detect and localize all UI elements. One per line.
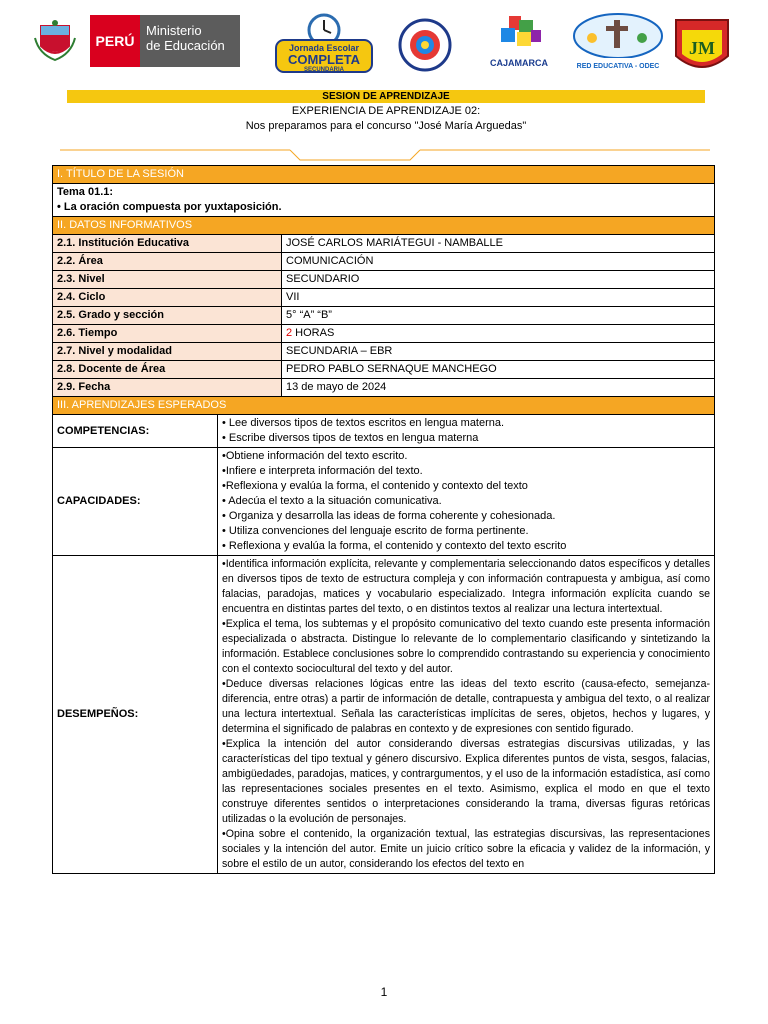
time-number: 2 [286,327,293,339]
competencias-label: COMPETENCIAS: [53,415,218,448]
list-item: •Reflexiona y evalúa la forma, el contenido y contexto del texto [222,480,528,492]
capacidades-list [218,448,715,556]
info-value: COMUNICACIÓN [282,253,715,271]
list-item: • Lee diversos tipos de textos escritos en lengua materna. [222,417,505,429]
header-logos [20,12,740,78]
list-item: •Opina sobre el contenido, la organización textual, las estrategias discursivas, las representaciones sociales y la intención del autor. Emite un juicio crítico sobre la eficacia y validez de la información, y sobre el estilo de un autor, considerando los efectos del texto en [222,828,711,870]
time-unit: HORAS [292,327,335,339]
info-row [53,253,715,271]
jma-school-shield-icon [672,16,732,76]
jec-line-3: SECUNDARIA [303,67,345,73]
info-label: 2.3. Nivel [53,271,282,289]
jec-line-2: COMPLETA [288,52,360,67]
info-value [282,325,715,343]
list-item: • Escribe diversos tipos de textos en lengua materna [222,432,479,444]
info-row [53,325,715,343]
info-row [53,361,715,379]
session-table [52,165,715,874]
desempenos-list [218,556,715,874]
jec-logo [268,12,380,74]
topic-label: Tema 01.1: [57,186,114,198]
list-item: • Organiza y desarrolla las ideas de forma coherente y cohesionada. [222,510,556,522]
ministry-label [140,15,240,67]
list-item: • Utiliza convenciones del lenguaje escrito de forma pertinente. [222,525,529,537]
info-row [53,379,715,397]
section-learning-header: III. APRENDIZAJES ESPERADOS [53,397,715,415]
ministry-line-1: Ministerio [146,23,202,38]
info-label: 2.4. Ciclo [53,289,282,307]
ugel-seal-icon [398,18,452,72]
info-row [53,235,715,253]
cajamarca-label: CAJAMARCA [490,58,548,68]
info-label: 2.6. Tiempo [53,325,282,343]
cajamarca-logo [476,16,562,78]
ministry-line-2: de Educación [146,38,225,53]
info-value: SECUNDARIA – EBR [282,343,715,361]
info-label: 2.9. Fecha [53,379,282,397]
desempenos-row [53,556,715,874]
list-item: •Obtiene información del texto escrito. [222,450,408,462]
section-data-header: II. DATOS INFORMATIVOS [53,217,715,235]
info-value: 13 de mayo de 2024 [282,379,715,397]
info-value: JOSÉ CARLOS MARIÁTEGUI - NAMBALLE [282,235,715,253]
list-item: •Infiere e interpreta información del texto. [222,465,423,477]
info-label: 2.1. Institución Educativa [53,235,282,253]
info-value: VII [282,289,715,307]
capacidades-row [53,448,715,556]
experience-name: Nos preparamos para el concurso "José María Arguedas" [245,120,527,132]
topic-cell [53,184,715,217]
info-value: SECUNDARIO [282,271,715,289]
red-educativa-logo [572,12,664,78]
desempenos-label: DESEMPEÑOS: [53,556,218,874]
peru-shield-icon [20,15,90,67]
topic-value: • La oración compuesta por yuxtaposición. [57,201,282,213]
competencias-row [53,415,715,448]
info-row [53,289,715,307]
info-value: PEDRO PABLO SERNAQUE MANCHEGO [282,361,715,379]
peru-label: PERÚ [90,15,140,67]
competencias-list [218,415,715,448]
info-label: 2.7. Nivel y modalidad [53,343,282,361]
document-title: SESION DE APRENDIZAJE [67,90,705,103]
info-row [53,307,715,325]
info-row [53,271,715,289]
list-item: • Reflexiona y evalúa la forma, el contenido y contexto del texto escrito [222,540,567,552]
info-label: 2.2. Área [53,253,282,271]
capacidades-label: CAPACIDADES: [53,448,218,556]
decorative-divider [60,148,710,164]
info-label: 2.8. Docente de Área [53,361,282,379]
list-item: •Explica el tema, los subtemas y el propósito comunicativo del texto cuando este presenta información especializada o abstracta. Distingue lo relevante de lo complementario clasificando y sintetizando la información. Establece conclusiones sobre lo comprendido contrastando su experiencia y conocimiento con el contexto sociocultural del texto y del autor. [222,618,711,675]
list-item: •Deduce diversas relaciones lógicas entre las ideas del texto escrito (causa-efecto, semejanza-diferencia, entre otras) a partir de información de detalle, contrapuesta y ambigua del texto, o al realizar una lectura intertextual. Señala las características implícitas de seres, objetos, hechos y lugares, y determina el significado de palabras en contexto y de expresiones con sentido figurado. [222,678,711,735]
info-row [53,343,715,361]
list-item: •Identifica información explícita, relevante y complementaria seleccionando datos específicos y detalles en diversos tipos de texto de estructura compleja y con información contrapuesta y ambigua, así como falacias, paradojas, matices y vocabulario especializado. Integra información explícita cuando se encuentra en distintas partes del texto, o en distintos textos al realizar una lectura intertextual. [222,558,711,615]
page-number: 1 [380,985,388,999]
jma-initials: JM [689,38,715,58]
minedu-logo [20,15,240,67]
section-title-header: I. TÍTULO DE LA SESIÓN [53,166,715,184]
experience-label: EXPERIENCIA DE APRENDIZAJE 02: [291,105,481,117]
document-subtitle [67,104,705,134]
info-value: 5° “A” “B” [282,307,715,325]
jec-line-1: Jornada Escolar [288,43,360,53]
red-educativa-label: RED EDUCATIVA - ODEC [576,63,660,70]
list-item: • Adecúa el texto a la situación comunicativa. [222,495,442,507]
info-label: 2.5. Grado y sección [53,307,282,325]
list-item: •Explica la intención del autor considerando diversas estrategias discursivas utilizadas, y las características del tipo textual y género discursivo. Explica diferentes puntos de vista, sesgos, falacias, ambigüedades, paradojas, matices, y contrargumentos, y el uso de la información estadística, así como las representaciones sociales presentes en el texto. Asimismo, explica el modo en que el texto construye diferentes sentidos o interpretaciones considerando la trama, diversas figuras retóricas utilizadas o la evolución de personajes. [222,738,711,825]
